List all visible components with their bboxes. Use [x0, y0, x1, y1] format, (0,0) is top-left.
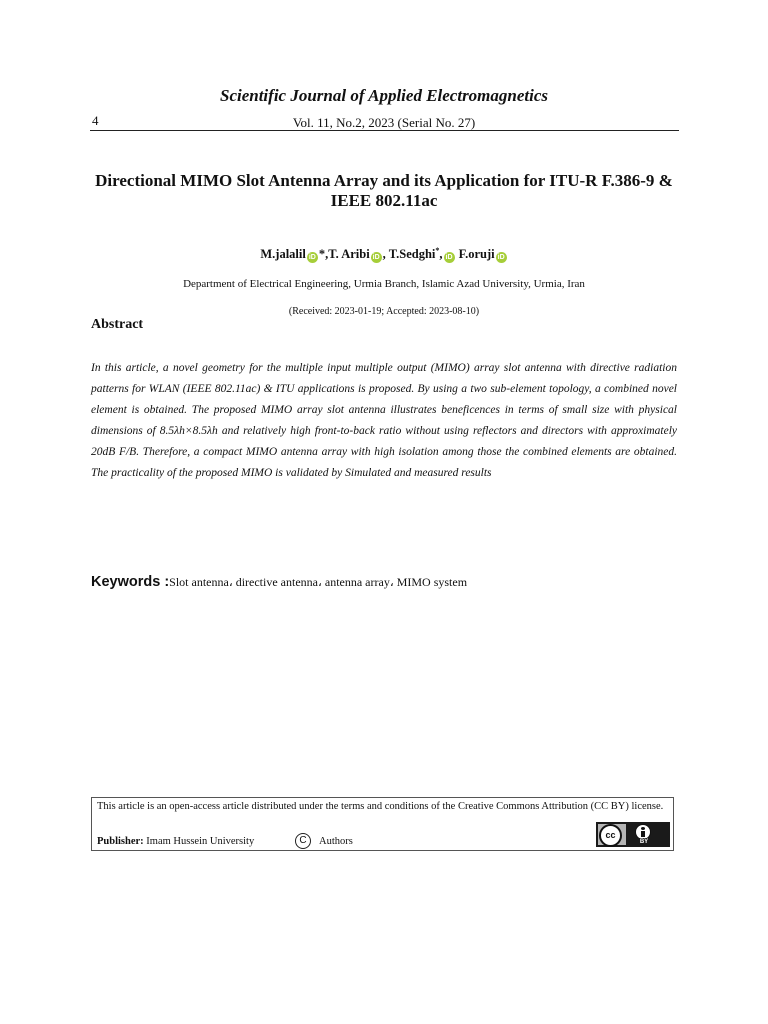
orcid-icon[interactable]: iD: [372, 254, 380, 262]
keywords-label: Keywords :: [91, 574, 170, 590]
journal-title: Scientific Journal of Applied Electromagnetics: [219, 86, 549, 105]
volume-issue-line: Vol. 11, No.2, 2023 (Serial No. 27): [292, 115, 476, 130]
author-list: [90, 246, 678, 263]
abstract-heading: Abstract: [91, 317, 144, 332]
keywords-line: [91, 574, 467, 590]
orcid-icon[interactable]: iD: [497, 254, 505, 262]
publisher-name: Imam Hussein University: [143, 836, 255, 847]
received-accepted-dates: (Received: 2023-01-19; Accepted: 2023-08-10): [288, 306, 480, 317]
author-name: F.oruji: [455, 247, 495, 262]
publisher-label: Publisher:: [97, 836, 144, 847]
author-separator: *,: [318, 247, 329, 262]
author-separator: ,: [382, 247, 389, 262]
cc-by-license-icon[interactable]: [596, 822, 670, 847]
page-number: 4: [92, 113, 99, 128]
orcid-icon[interactable]: iD: [308, 254, 316, 262]
author-name: M.jalalil: [260, 247, 306, 262]
copyright-holder: Authors: [319, 836, 353, 847]
cc-icon: cc: [599, 824, 622, 847]
cc-badge-left: [598, 824, 626, 845]
corresponding-author-mark: *: [435, 246, 440, 255]
author-name: T.Sedghi: [388, 247, 436, 262]
paper-title: Directional MIMO Slot Antenna Array and its Application for ITU-R F.386-9 & IEEE 802.11ac: [95, 171, 673, 210]
by-label: BY: [627, 838, 661, 846]
copyright-icon: C: [295, 833, 311, 849]
orcid-icon[interactable]: iD: [445, 254, 453, 262]
license-box: [91, 797, 674, 851]
keywords-text: Slot antenna، directive antenna، antenna array، MIMO system: [169, 575, 468, 589]
author-name: T. Aribi: [328, 247, 370, 262]
license-statement: This article is an open-access article distributed under the terms and conditions of the Creative Commons Attribution (CC BY) license.: [97, 801, 664, 812]
abstract-text: In this article, a novel geometry for the multiple input multiple output (MIMO) array slot antenna with directive radiation patterns for WLAN (IEEE 802.11ac) & ITU applications is proposed. By using a two sub-element topology, a combined novel element is obtained. The proposed MIMO array slot antenna illustrates beneficences in terms of small size with physical dimensions of 8.5λh×8.5λh and relatively high front-to-back ratio without using reflectors and directors with approximately 20dB F/B. Therefore, a compact MIMO antenna array with high isolation among those the combined elements are obtained. The practicality of the proposed MIMO is validated by Simulated and measured results: [91, 362, 677, 479]
affiliation: Department of Electrical Engineering, Urmia Branch, Islamic Azad University, Urmia, Iran: [183, 278, 585, 290]
header-divider: [90, 130, 679, 131]
author-separator: ,: [439, 247, 443, 262]
publisher-line: [97, 836, 254, 848]
